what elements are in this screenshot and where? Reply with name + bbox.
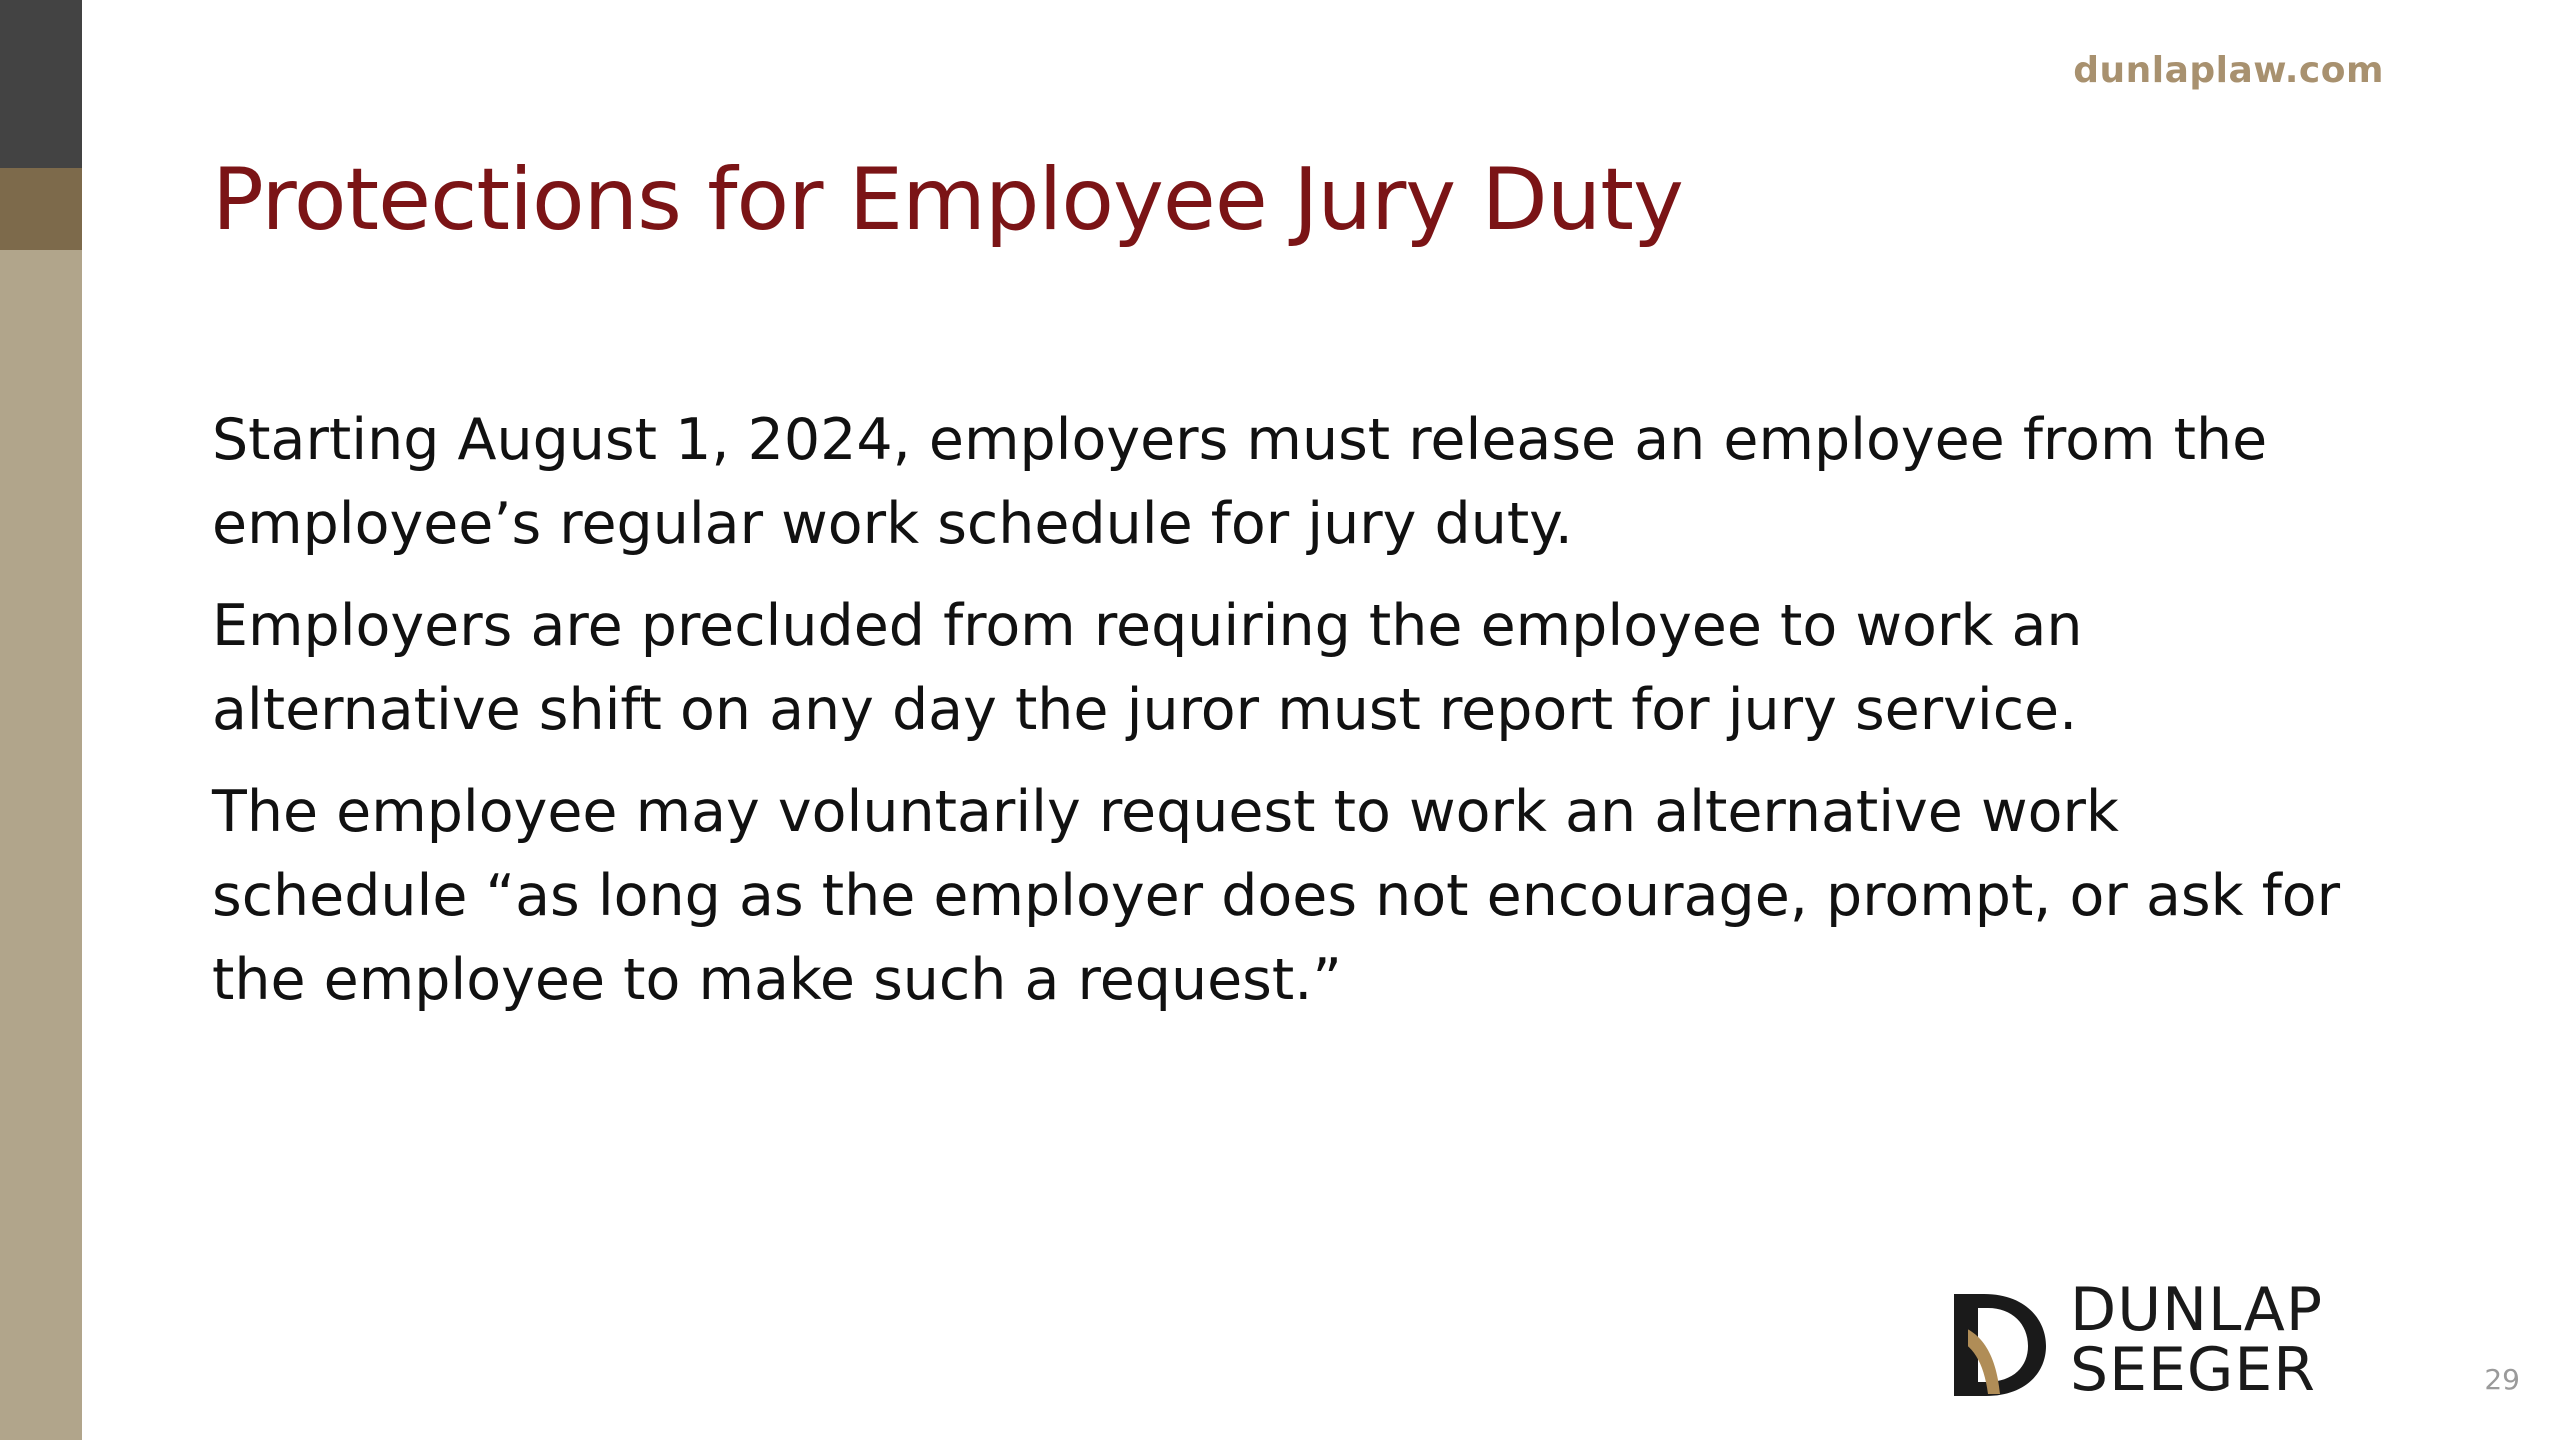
paragraph-release: Starting August 1, 2024, employers must release an employee from the employee’s regular work schedule for jury duty. bbox=[212, 407, 2268, 557]
paragraph-voluntary-request: The employee may voluntarily request to work an alternative work schedule “as long as the employer does not encourage, prompt, or ask for the employee to make such a request.” bbox=[212, 779, 2341, 1013]
page-number: 29 bbox=[2484, 1363, 2520, 1396]
website-url: dunlaplaw.com bbox=[2073, 50, 2384, 91]
company-logo bbox=[1950, 1275, 2410, 1410]
dunlap-seeger-monogram-icon bbox=[1950, 1290, 2048, 1400]
logo-line-seeger: SEEGER bbox=[2070, 1335, 2316, 1405]
slide-body bbox=[212, 398, 2392, 1040]
sidebar-accent-tan bbox=[0, 250, 82, 1440]
logo-line-dunlap: DUNLAP bbox=[2070, 1275, 2324, 1345]
sidebar-accent-dark bbox=[0, 0, 82, 168]
sidebar-accent-brown bbox=[0, 168, 82, 250]
slide-title: Protections for Employee Jury Duty bbox=[212, 150, 1683, 250]
logo-wordmark bbox=[2070, 1275, 2324, 1405]
paragraph-alternative-shift: Employers are precluded from requiring the employee to work an alternative shift on any day the juror must report for jury service. bbox=[212, 593, 2083, 743]
